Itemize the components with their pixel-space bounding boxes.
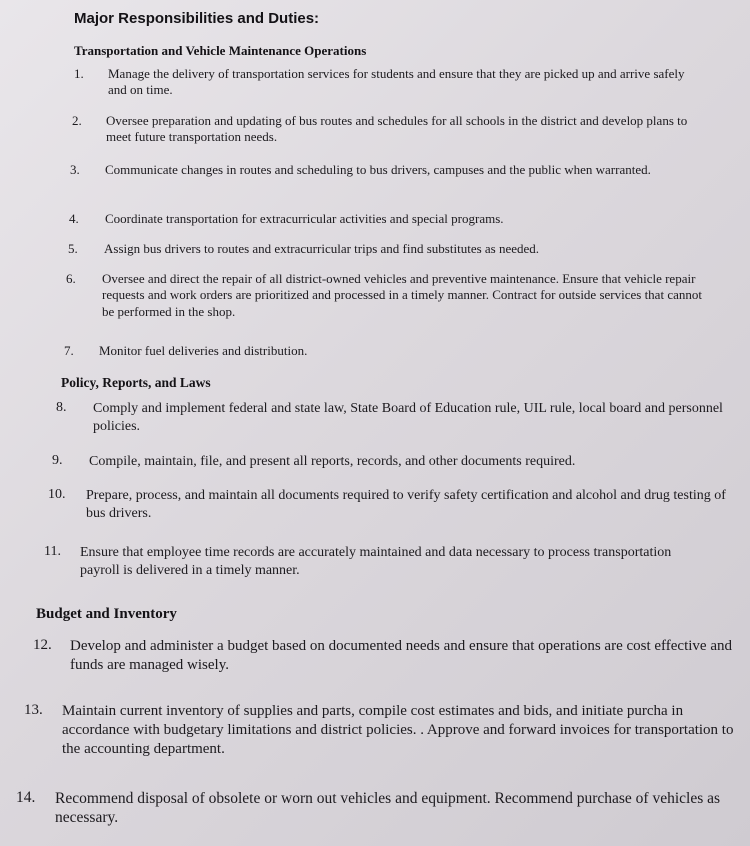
item-text: Ensure that employee time records are accurately maintained and data necessary to process transportation payroll is delivered in a timely manner. [80, 545, 672, 578]
list-item [66, 271, 708, 320]
item-number: 9. [52, 453, 63, 468]
item-text: Oversee preparation and updating of bus routes and schedules for all schools in the district and develop plans to meet future transportation needs. [106, 113, 688, 145]
item-text: Monitor fuel deliveries and distribution. [99, 343, 308, 358]
list-item [16, 789, 736, 828]
item-text: Recommend disposal of obsolete or worn out vehicles and equipment. Recommend purchase of vehicles as necessary. [55, 790, 721, 827]
section-title-budget: Budget and Inventory [36, 606, 177, 622]
item-text: Communicate changes in routes and scheduling to bus drivers, campuses and the public when warranted. [105, 162, 651, 177]
item-number: 4. [69, 211, 79, 226]
item-text: Comply and implement federal and state law, State Board of Education rule, UIL rule, local board and personnel policies. [93, 401, 723, 434]
item-text: Oversee and direct the repair of all district-owned vehicles and preventive maintenance. Ensure that vehicle repair requests and work orders are prioritized and processed in a timely manner. Contract for outside services that cannot be performed in the shop. [102, 271, 702, 319]
list-item [70, 162, 670, 178]
item-number: 1. [74, 66, 84, 81]
list-item [48, 487, 748, 522]
item-text: Prepare, process, and maintain all documents required to verify safety certification and alcohol and drug testing of bus drivers. [86, 488, 726, 521]
item-text: Compile, maintain, file, and present all reports, records, and other documents required. [89, 454, 576, 469]
item-number: 10. [48, 487, 66, 502]
section-title-policy: Policy, Reports, and Laws [61, 375, 211, 390]
item-text: Assign bus drivers to routes and extracurricular trips and find substitutes as needed. [104, 241, 540, 256]
item-text: Coordinate transportation for extracurricular activities and special programs. [105, 211, 504, 226]
list-item [56, 400, 726, 435]
item-number: 12. [33, 637, 52, 653]
list-item [52, 453, 732, 471]
page-heading: Major Responsibilities and Duties: [74, 10, 320, 27]
list-item [68, 241, 708, 257]
item-number: 5. [68, 241, 78, 256]
item-number: 3. [70, 162, 80, 177]
section-title-transportation: Transportation and Vehicle Maintenance Operations [74, 43, 367, 58]
list-item [24, 702, 750, 758]
item-number: 6. [66, 271, 76, 286]
item-number: 7. [64, 343, 74, 358]
list-item [74, 66, 704, 99]
item-number: 14. [16, 789, 36, 806]
list-item [33, 637, 733, 675]
item-number: 13. [24, 702, 43, 718]
item-number: 11. [44, 544, 61, 559]
list-item [69, 211, 709, 227]
item-number: 8. [56, 400, 67, 415]
item-text: Develop and administer a budget based on documented needs and ensure that operations are cost effective and funds are managed wisely. [70, 638, 732, 673]
item-text: Maintain current inventory of supplies and parts, compile cost estimates and bids, and initiate purcha in accordance with budgetary limitations and district policies. . Approve and forward invoices for transportation to the accounting department. [62, 703, 734, 757]
item-text: Manage the delivery of transportation services for students and ensure that they are picked up and arrive safely and on time. [108, 66, 685, 98]
item-number: 2. [72, 113, 82, 128]
list-item [64, 343, 704, 359]
list-item [44, 544, 704, 579]
list-item [72, 113, 702, 146]
